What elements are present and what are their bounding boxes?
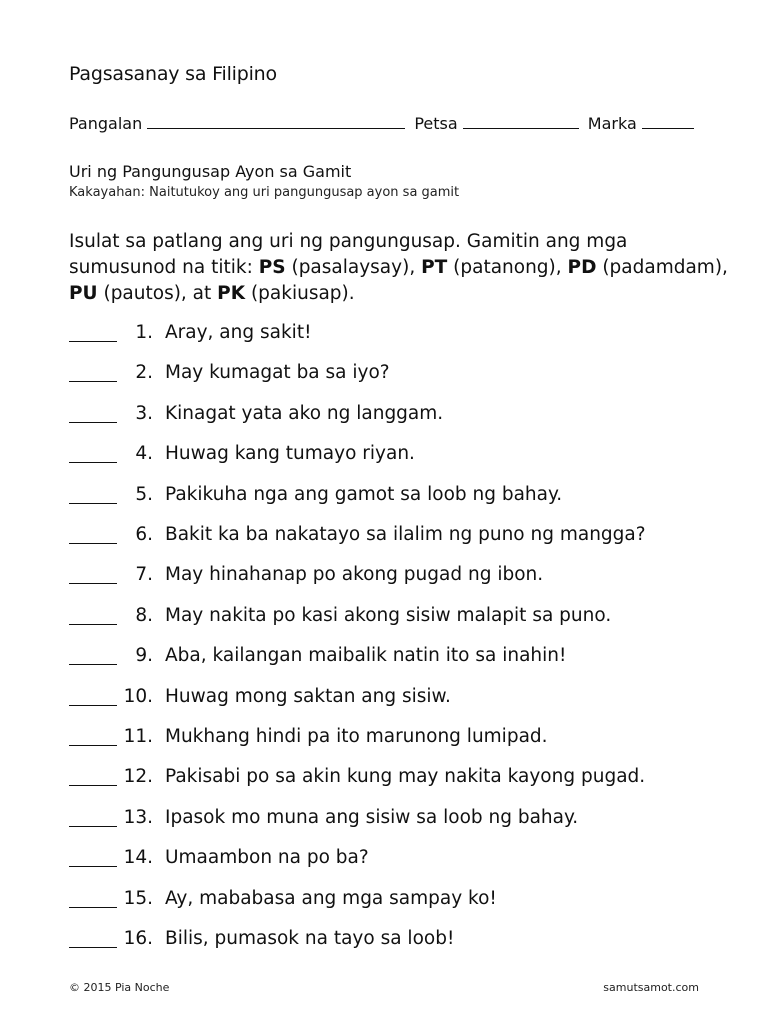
question-sentence: Ipasok mo muna ang sisiw sa loob ng bahay. bbox=[165, 806, 579, 828]
answer-blank[interactable] bbox=[69, 462, 117, 463]
question-sentence: Aray, ang sakit! bbox=[165, 322, 312, 343]
question-number: 13. bbox=[123, 806, 153, 828]
question-sentence: May nakita po kasi akong sisiw malapit sa puno. bbox=[165, 604, 612, 626]
worksheet-page bbox=[69, 0, 728, 1024]
question-item bbox=[69, 564, 709, 590]
question-sentence: Pakikuha nga ang gamot sa loob ng bahay. bbox=[165, 483, 563, 505]
answer-blank[interactable] bbox=[69, 381, 117, 382]
question-number: 10. bbox=[123, 685, 153, 707]
skill-objective: Kakayahan: Naitutukoy ang uri pangungusap ayon sa gamit bbox=[69, 185, 460, 200]
date-label: Petsa bbox=[414, 114, 458, 133]
worksheet-title: Pagsasanay sa Filipino bbox=[69, 63, 277, 85]
question-number: 6. bbox=[135, 524, 153, 545]
question-sentence: Mukhang hindi pa ito marunong lumipad. bbox=[165, 726, 548, 747]
question-number: 1. bbox=[135, 322, 153, 343]
question-number: 8. bbox=[135, 604, 153, 626]
question-item bbox=[69, 686, 709, 712]
question-number: 3. bbox=[135, 402, 153, 424]
question-sentence: Huwag kang tumayo riyan. bbox=[165, 443, 415, 465]
answer-blank[interactable] bbox=[69, 422, 117, 423]
question-number: 9. bbox=[135, 645, 153, 667]
code-ps-desc: (pasalaysay), bbox=[285, 257, 422, 278]
question-sentence: May kumagat ba sa iyo? bbox=[165, 362, 390, 384]
question-sentence: Kinagat yata ako ng langgam. bbox=[165, 402, 444, 424]
answer-blank[interactable] bbox=[69, 664, 117, 665]
question-number: 16. bbox=[123, 928, 153, 949]
instructions-intro: Isulat sa patlang ang uri ng pangungusap. Gamitin ang mga sumusunod na titik: bbox=[69, 231, 628, 278]
answer-blank[interactable] bbox=[69, 543, 117, 544]
question-sentence: Ay, mababasa ang mga sampay ko! bbox=[165, 887, 497, 909]
question-item bbox=[69, 807, 709, 833]
question-number: 4. bbox=[135, 443, 153, 465]
question-number: 15. bbox=[123, 887, 153, 909]
code-ps: PS bbox=[258, 257, 286, 278]
code-pd-desc: (padamdam), bbox=[596, 257, 728, 278]
question-sentence: Huwag mong saktan ang sisiw. bbox=[165, 685, 451, 707]
question-item bbox=[69, 484, 709, 510]
question-item bbox=[69, 524, 709, 550]
grade-blank[interactable] bbox=[642, 114, 694, 129]
code-pt: PT bbox=[421, 257, 448, 278]
answer-blank[interactable] bbox=[69, 503, 117, 504]
answer-blank[interactable] bbox=[69, 624, 117, 625]
question-item bbox=[69, 847, 709, 873]
question-item bbox=[69, 726, 709, 752]
answer-blank[interactable] bbox=[69, 583, 117, 584]
name-blank[interactable] bbox=[147, 114, 405, 129]
website-credit: samutsamot.com bbox=[603, 981, 699, 994]
question-item bbox=[69, 605, 709, 631]
code-pt-desc: (patanong), bbox=[447, 257, 568, 278]
question-number: 11. bbox=[123, 726, 153, 747]
question-sentence: Aba, kailangan maibalik natin ito sa inahin! bbox=[165, 645, 567, 667]
question-number: 5. bbox=[135, 483, 153, 505]
code-pu: PU bbox=[69, 283, 98, 304]
question-number: 12. bbox=[123, 766, 153, 788]
question-item bbox=[69, 766, 709, 792]
question-sentence: May hinahanap po akong pugad ng ibon. bbox=[165, 564, 544, 586]
code-pk: PK bbox=[217, 283, 246, 304]
question-item bbox=[69, 403, 709, 429]
question-item bbox=[69, 645, 709, 671]
question-number: 7. bbox=[135, 564, 153, 586]
question-item bbox=[69, 322, 709, 348]
code-pd: PD bbox=[567, 257, 597, 278]
answer-blank[interactable] bbox=[69, 705, 117, 706]
copyright-notice: © 2015 Pia Noche bbox=[69, 981, 170, 994]
question-number: 2. bbox=[135, 362, 153, 384]
question-item bbox=[69, 888, 709, 914]
date-blank[interactable] bbox=[463, 114, 579, 129]
question-item bbox=[69, 362, 709, 388]
question-sentence: Bakit ka ba nakatayo sa ilalim ng puno ng mangga? bbox=[165, 524, 646, 545]
instructions bbox=[69, 229, 734, 307]
answer-blank[interactable] bbox=[69, 907, 117, 908]
code-pk-desc: (pakiusap). bbox=[245, 283, 355, 304]
answer-blank[interactable] bbox=[69, 826, 117, 827]
answer-blank[interactable] bbox=[69, 947, 117, 948]
question-number: 14. bbox=[123, 847, 153, 869]
answer-blank[interactable] bbox=[69, 866, 117, 867]
name-label: Pangalan bbox=[69, 114, 143, 133]
question-sentence: Pakisabi po sa akin kung may nakita kayong pugad. bbox=[165, 766, 646, 788]
question-item bbox=[69, 443, 709, 469]
student-info-row bbox=[69, 114, 698, 133]
question-item bbox=[69, 928, 709, 954]
question-sentence: Bilis, pumasok na tayo sa loob! bbox=[165, 928, 455, 949]
answer-blank[interactable] bbox=[69, 341, 117, 342]
answer-blank[interactable] bbox=[69, 745, 117, 746]
question-sentence: Umaambon na po ba? bbox=[165, 847, 369, 869]
answer-blank[interactable] bbox=[69, 785, 117, 786]
code-pu-desc: (pautos), at bbox=[97, 283, 218, 304]
grade-label: Marka bbox=[587, 114, 637, 133]
section-title: Uri ng Pangungusap Ayon sa Gamit bbox=[69, 162, 352, 181]
